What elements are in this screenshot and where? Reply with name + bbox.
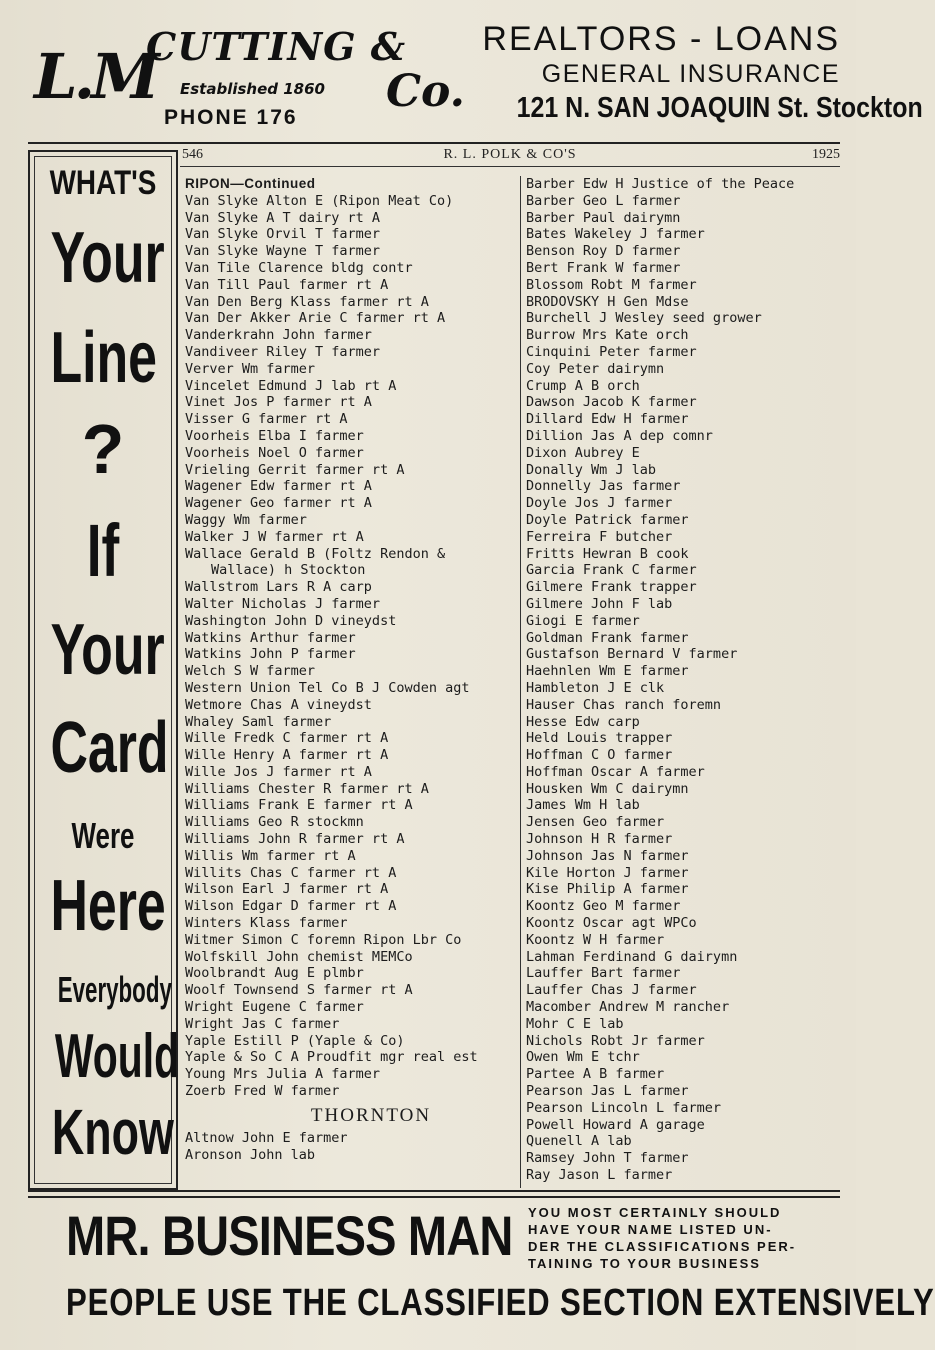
list-item: Van Slyke Alton E (Ripon Meat Co): [185, 192, 454, 209]
list-item: Wallstrom Lars R A carp: [185, 579, 372, 596]
list-item: Wille Fredk C farmer rt A: [185, 730, 389, 747]
list-item: Lauffer Bart farmer: [526, 965, 681, 982]
side-word-your-2: Your: [50, 610, 165, 690]
running-head-divider: [180, 166, 840, 167]
list-item: Wright Jas C farmer: [185, 1015, 340, 1032]
list-item: Watkins Arthur farmer: [185, 629, 356, 646]
list-item: Hambleton J E clk: [526, 679, 665, 696]
list-item: Bert Frank W farmer: [526, 259, 681, 276]
list-item: Aronson John lab: [185, 1146, 316, 1163]
list-item: Willis Wm farmer rt A: [185, 847, 356, 864]
list-item: Voorheis Noel O farmer: [185, 444, 364, 461]
list-item: Washington John D vineydst: [185, 612, 397, 629]
column-divider: [520, 176, 521, 1188]
list-item: Van Den Berg Klass farmer rt A: [185, 293, 429, 310]
list-item: Van Tile Clarence bldg contr: [185, 259, 413, 276]
list-item: Vincelet Edmund J lab rt A: [185, 377, 397, 394]
list-item: Woolbrandt Aug E plmbr: [185, 965, 364, 982]
list-item: Ferreira F butcher: [526, 528, 673, 545]
logo-company-name: CUTTING &: [146, 24, 407, 69]
list-item: Yaple Estill P (Yaple & Co): [185, 1032, 405, 1049]
running-head: [180, 147, 840, 165]
list-item: Whaley Saml farmer: [185, 713, 332, 730]
list-item: Dillion Jas A dep comnr: [526, 427, 713, 444]
list-item: Mohr C E lab: [526, 1015, 624, 1032]
list-item: Pearson Lincoln L farmer: [526, 1099, 722, 1116]
list-item: Dawson Jacob K farmer: [526, 394, 697, 411]
list-item: Benson Roy D farmer: [526, 243, 681, 260]
list-item: James Wm H lab: [526, 797, 640, 814]
list-item: Gustafson Bernard V farmer: [526, 646, 738, 663]
list-item: Held Louis trapper: [526, 730, 673, 747]
list-item: Walter Nicholas J farmer: [185, 595, 381, 612]
list-item: Barber Geo L farmer: [526, 192, 681, 209]
list-item: Burrow Mrs Kate orch: [526, 327, 689, 344]
list-item: Vandiveer Riley T farmer: [185, 343, 381, 360]
list-item: Crump A B orch: [526, 377, 640, 394]
side-word-card: Card: [50, 708, 169, 788]
list-item: Dixon Aubrey E: [526, 444, 640, 461]
list-item: Vanderkrahn John farmer: [185, 327, 372, 344]
list-item: Hesse Edw carp: [526, 713, 640, 730]
list-item: Witmer Simon C foremn Ripon Lbr Co: [185, 931, 462, 948]
list-item: Kile Horton J farmer: [526, 864, 689, 881]
list-item: Zoerb Fred W farmer: [185, 1083, 340, 1100]
logo-initials: L.M: [34, 40, 156, 113]
address-text: 121 N. SAN JOAQUIN St. Stockton: [516, 92, 923, 124]
list-item: Ramsey John T farmer: [526, 1150, 689, 1167]
list-item: Willits Chas C farmer rt A: [185, 864, 397, 881]
list-item: Koontz W H farmer: [526, 931, 665, 948]
list-item: Cinquini Peter farmer: [526, 343, 697, 360]
list-item: Lahman Ferdinand G dairymn: [526, 948, 738, 965]
list-item: Wallace) h Stockton: [211, 562, 366, 579]
list-item: Van Slyke Orvil T farmer: [185, 226, 381, 243]
list-item: Ray Jason L farmer: [526, 1167, 673, 1184]
list-item: Van Slyke A T dairy rt A: [185, 209, 381, 226]
page-number: 546: [182, 147, 203, 162]
listing-column-right: [526, 176, 840, 1184]
list-item: Quenell A lab: [526, 1133, 632, 1150]
side-word-question: ?: [81, 410, 125, 488]
list-item: Williams John R farmer rt A: [185, 831, 405, 848]
list-item: Jensen Geo farmer: [526, 814, 665, 831]
list-item: Burchell J Wesley seed grower: [526, 310, 762, 327]
list-item: Welch S W farmer: [185, 663, 316, 680]
header-advertisement: [28, 18, 923, 140]
list-item: Williams Geo R stockmn: [185, 814, 364, 831]
footer-advertisement: [28, 1196, 935, 1340]
side-word-if: If: [86, 509, 120, 592]
side-word-would: Would: [54, 1022, 180, 1091]
list-item: Coy Peter dairymn: [526, 360, 665, 377]
list-item: Owen Wm E tchr: [526, 1049, 640, 1066]
publisher-title: R. L. POLK & CO'S: [443, 147, 577, 162]
list-item: Wolfskill John chemist MEMCo: [185, 948, 413, 965]
list-item: Wille Jos J farmer rt A: [185, 763, 372, 780]
footer-side-text: YOU MOST CERTAINLY SHOULD HAVE YOUR NAME LISTED UN- DER THE CLASSIFICATIONS PER- TAINING TO YOUR BUSINESS: [528, 1205, 797, 1271]
side-word-whats: WHAT'S: [49, 164, 157, 202]
list-item: Housken Wm C dairymn: [526, 780, 689, 797]
list-item: Doyle Jos J farmer: [526, 495, 673, 512]
list-item: Donnelly Jas farmer: [526, 478, 681, 495]
list-item: Western Union Tel Co B J Cowden agt: [185, 679, 470, 696]
list-item: Watkins John P farmer: [185, 646, 356, 663]
list-item: Van Slyke Wayne T farmer: [185, 243, 381, 260]
list-item: Goldman Frank farmer: [526, 629, 689, 646]
list-item: Young Mrs Julia A farmer: [185, 1066, 381, 1083]
list-item: Winters Klass farmer: [185, 915, 348, 932]
list-item: Wilson Edgar D farmer rt A: [185, 898, 397, 915]
logo-co: Co.: [386, 66, 465, 117]
side-word-everybody: Everybody: [57, 969, 172, 1010]
list-item: Wallace Gerald B (Foltz Rendon &: [185, 545, 446, 562]
header-divider: [28, 142, 840, 144]
list-item: Garcia Frank C farmer: [526, 562, 697, 579]
list-item: Hoffman C O farmer: [526, 747, 673, 764]
section-heading-thornton: THORNTON: [310, 1104, 432, 1126]
realtors-loans-text: REALTORS - LOANS: [482, 20, 840, 58]
listing-column-left: [185, 176, 517, 1163]
list-item: Yaple & So C A Proudfit mgr real est: [185, 1049, 478, 1066]
side-advertisement: [28, 150, 178, 1190]
list-item: Waggy Wm farmer: [185, 511, 307, 528]
footer-bottom-line: PEOPLE USE THE CLASSIFIED SECTION EXTENSIVELY: [66, 1282, 935, 1324]
list-item: Wright Eugene C farmer: [185, 999, 364, 1016]
section-heading-ripon: RIPON—Continued: [185, 176, 316, 191]
list-item: Verver Wm farmer: [185, 360, 316, 377]
side-word-line: Line: [50, 318, 158, 398]
listings-bottom-divider: [28, 1190, 840, 1192]
list-item: Johnson H R farmer: [526, 831, 673, 848]
list-item: Doyle Patrick farmer: [526, 511, 689, 528]
list-item: Voorheis Elba I farmer: [185, 427, 364, 444]
list-item: Partee A B farmer: [526, 1066, 665, 1083]
list-item: Haehnlen Wm E farmer: [526, 663, 689, 680]
list-item: Vinet Jos P farmer rt A: [185, 394, 372, 411]
established-text: Established 1860: [180, 80, 325, 98]
list-item: Hauser Chas ranch foremn: [526, 696, 722, 713]
list-item: Visser G farmer rt A: [185, 411, 348, 428]
list-item: Powell Howard A garage: [526, 1116, 705, 1133]
list-item: Williams Chester R farmer rt A: [185, 780, 429, 797]
phone-text: PHONE 176: [164, 106, 298, 129]
list-item: Donally Wm J lab: [526, 461, 657, 478]
list-item: Gilmere John F lab: [526, 595, 673, 612]
list-item: Altnow John E farmer: [185, 1129, 348, 1146]
general-insurance-text: GENERAL INSURANCE: [541, 60, 840, 88]
list-item: Nichols Robt Jr farmer: [526, 1032, 705, 1049]
list-item: Barber Paul dairymn: [526, 209, 681, 226]
side-word-were: Were: [71, 815, 135, 856]
list-item: Walker J W farmer rt A: [185, 528, 364, 545]
list-item: Lauffer Chas J farmer: [526, 982, 697, 999]
list-item: Koontz Geo M farmer: [526, 898, 681, 915]
list-item: Wetmore Chas A vineydst: [185, 696, 372, 713]
list-item: Bates Wakeley J farmer: [526, 226, 705, 243]
list-item: Barber Edw H Justice of the Peace: [526, 176, 795, 192]
list-item: Johnson Jas N farmer: [526, 847, 689, 864]
list-item: BRODOVSKY H Gen Mdse: [526, 293, 689, 310]
list-item: Wille Henry A farmer rt A: [185, 747, 389, 764]
list-item: Williams Frank E farmer rt A: [185, 797, 413, 814]
list-item: Kise Philip A farmer: [526, 881, 689, 898]
list-item: Woolf Townsend S farmer rt A: [185, 982, 413, 999]
list-item: Giogi E farmer: [526, 612, 640, 629]
side-word-your: Your: [50, 218, 165, 298]
list-item: Macomber Andrew M rancher: [526, 999, 730, 1016]
list-item: Dillard Edw H farmer: [526, 411, 689, 428]
list-item: Hoffman Oscar A farmer: [526, 763, 705, 780]
list-item: Van Till Paul farmer rt A: [185, 276, 389, 293]
list-item: Blossom Robt M farmer: [526, 276, 697, 293]
list-item: Gilmere Frank trapper: [526, 579, 697, 596]
list-item: Wagener Geo farmer rt A: [185, 495, 372, 512]
list-item: Pearson Jas L farmer: [526, 1083, 689, 1100]
list-item: Wilson Earl J farmer rt A: [185, 881, 389, 898]
list-item: Wagener Edw farmer rt A: [185, 478, 372, 495]
list-item: Van Der Akker Arie C farmer rt A: [185, 310, 446, 327]
side-word-know: Know: [51, 1096, 174, 1168]
year: 1925: [812, 147, 840, 162]
list-item: Fritts Hewran B cook: [526, 545, 689, 562]
list-item: Vrieling Gerrit farmer rt A: [185, 461, 405, 478]
list-item: Koontz Oscar agt WPCo: [526, 915, 697, 932]
footer-headline: MR. BUSINESS MAN: [66, 1204, 513, 1267]
side-word-here: Here: [50, 866, 166, 946]
